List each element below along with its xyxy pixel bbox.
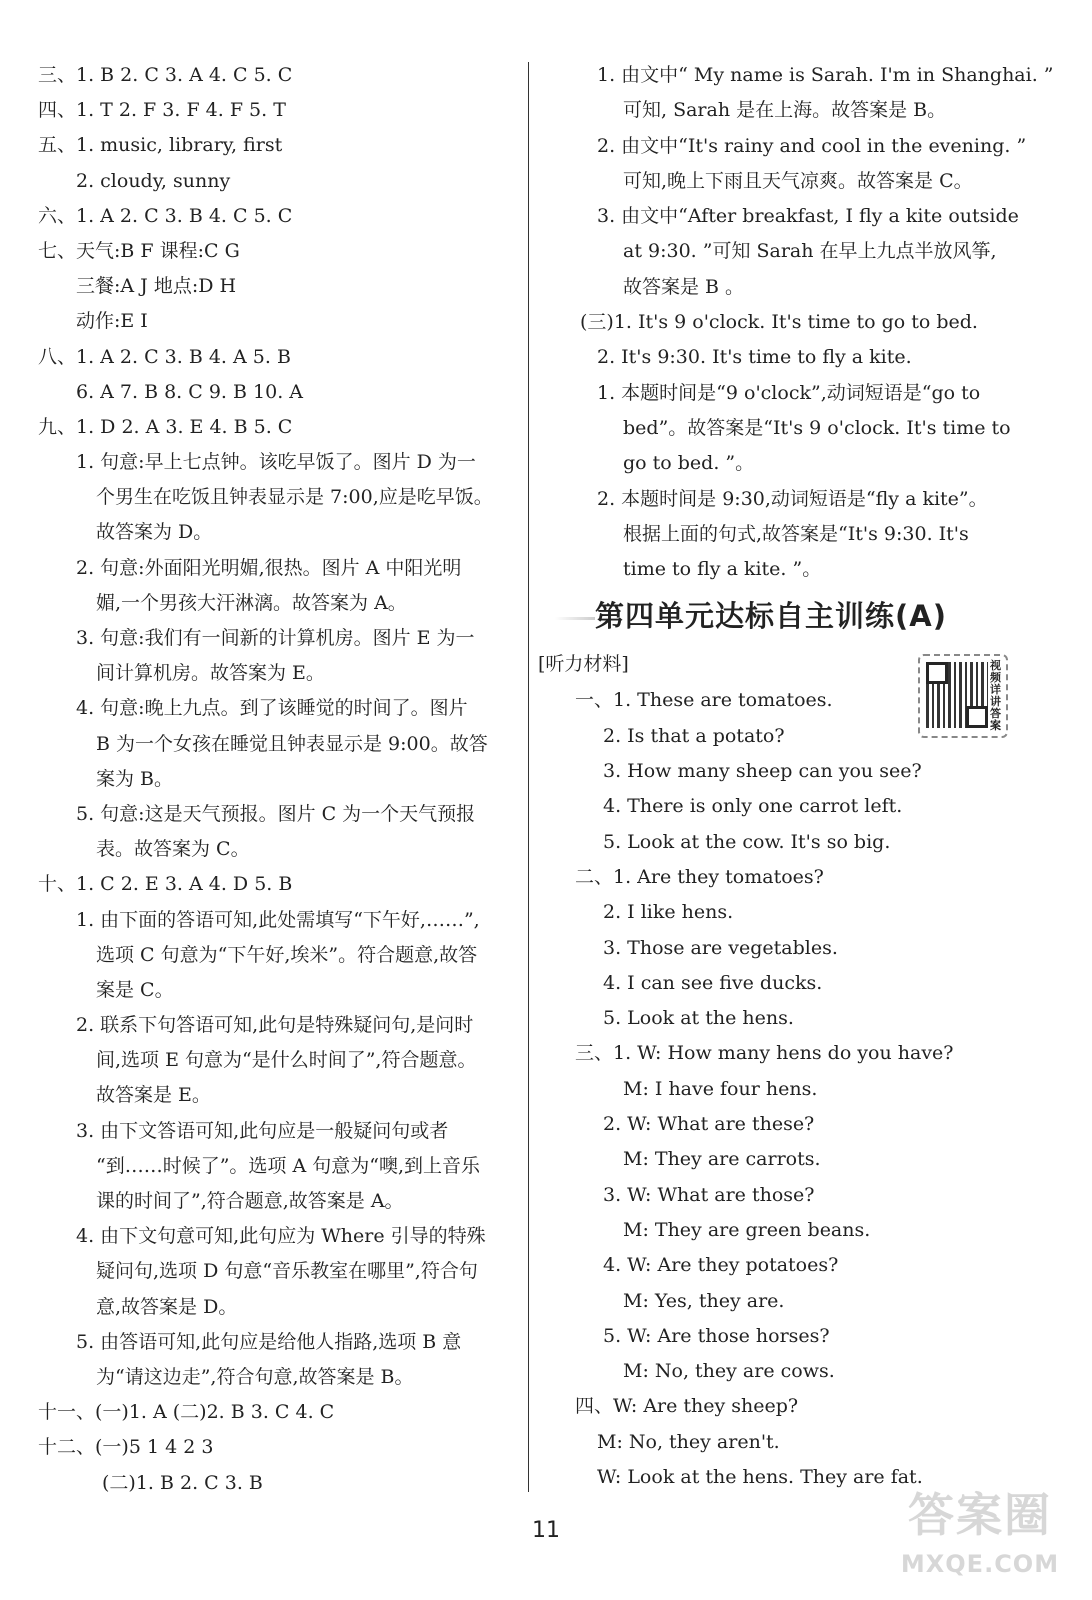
listening-line: M: No, they are cows. [623, 1360, 835, 1383]
left-answer-line: 四、1. T 2. F 3. F 4. F 5. T [38, 99, 286, 122]
listening-line: 2. Is that a potato? [603, 724, 785, 747]
right-answer-line: 1. 由文中“ My name is Sarah. I'm in Shanghai. ” [597, 64, 1054, 86]
listening-line: 4. W: Are they potatoes? [603, 1254, 839, 1277]
listening-line: 2. W: What are these? [603, 1113, 815, 1136]
listening-line: M: Yes, they are. [623, 1289, 785, 1312]
qr-code-box[interactable] [918, 654, 1008, 738]
left-answer-line: 3. 由下文答语可知,此句应是一般疑问句或者 [76, 1119, 449, 1142]
left-answer-line: 2. 联系下句答语可知,此句是特殊疑问句,是问时 [76, 1014, 474, 1037]
left-answer-line: 六、1. A 2. C 3. B 4. C 5. C [38, 204, 293, 227]
left-answer-line: 九、1. D 2. A 3. E 4. B 5. C [38, 415, 293, 438]
right-top-answers [575, 58, 1054, 587]
section-title: 第四单元达标自主训练(A) [575, 587, 1045, 645]
left-answer-line: 1. 由下面的答语可知,此处需填写“下午好,……”, [76, 908, 480, 931]
left-answer-line: 意,故答案是 D。 [96, 1295, 238, 1318]
right-answer-line: 根据上面的句式,故答案是“It's 9:30. It's [623, 522, 969, 545]
left-answer-line: 5. 句意:这是天气预报。图片 C 为一个天气预报 [76, 802, 476, 825]
right-answer-line: 可知,晚上下雨且天气凉爽。故答案是 C。 [623, 169, 973, 192]
left-answer-line: 个男生在吃饭且钟表显示是 7:00,应是吃早饭。 [96, 486, 493, 509]
left-answer-line: 故答案为 D。 [96, 521, 213, 544]
left-answer-line: 十一、(一)1. A (二)2. B 3. C 4. C [38, 1401, 335, 1424]
right-answer-line: 3. 由文中“After breakfast, I fly a kite outside [597, 205, 1019, 228]
watermark-logo: 答案圈 MXQE.COM [900, 1488, 1060, 1578]
left-answer-line: 1. 句意:早上七点钟。该吃早饭了。图片 D 为一 [76, 451, 476, 474]
left-answer-line: 2. cloudy, sunny [76, 169, 231, 192]
listening-line: 一、1. These are tomatoes. [575, 689, 833, 712]
left-answer-line: 案是 C。 [96, 978, 174, 1001]
right-answer-line: at 9:30. ”可知 Sarah 在早上九点半放风筝, [623, 240, 997, 263]
left-answer-line: 三、1. B 2. C 3. A 4. C 5. C [38, 64, 293, 86]
left-answer-line: 三餐:A J 地点:D H [76, 275, 237, 298]
right-answer-line: 2. It's 9:30. It's time to fly a kite. [597, 346, 912, 369]
qr-code-label: 视频详讲答案 [990, 659, 1001, 732]
listening-line: 5. W: Are those horses? [603, 1324, 830, 1347]
right-answer-column [538, 58, 1054, 1495]
left-answer-line: 选项 C 句意为“下午好,埃米”。符合题意,故答 [96, 943, 478, 966]
page-number: 11 [532, 1518, 560, 1543]
left-answer-line: 故答案是 E。 [96, 1084, 211, 1107]
right-answer-line: (三)1. It's 9 o'clock. It's time to go to bed. [580, 311, 978, 334]
left-answer-line: 十、1. C 2. E 3. A 4. D 5. B [38, 873, 293, 896]
listening-line: 2. I like hens. [603, 901, 734, 924]
left-answer-line: 动作:E I [76, 310, 148, 333]
left-answer-line: 五、1. music, library, first [38, 134, 283, 157]
left-answer-line: 为“请这边走”,符合句意,故答案是 B。 [96, 1365, 414, 1388]
listening-line: M: They are green beans. [623, 1218, 871, 1241]
left-answer-line: 七、天气:B F 课程:C G [38, 239, 240, 262]
left-answer-line: 表。故答案为 C。 [96, 838, 250, 861]
right-answer-line: 2. 由文中“It's rainy and cool in the evening. ” [597, 134, 1027, 157]
listening-line: M: They are carrots. [623, 1148, 821, 1171]
listening-line: W: Look at the hens. They are fat. [597, 1465, 923, 1488]
left-answer-line: 3. 句意:我们有一间新的计算机房。图片 E 为一 [76, 627, 475, 649]
left-answer-line: (二)1. B 2. C 3. B [102, 1471, 263, 1494]
left-answer-line: “到……时候了”。选项 A 句意为“噢,到上音乐 [96, 1154, 480, 1177]
left-answer-column [38, 58, 528, 1501]
left-answer-line: 间计算机房。故答案为 E。 [96, 662, 325, 685]
right-answer-line: go to bed. ”。 [623, 452, 755, 475]
right-answer-line: time to fly a kite. ”。 [623, 558, 822, 581]
left-answer-line: 4. 句意:晚上九点。到了该睡觉的时间了。图片 [76, 697, 468, 720]
left-answer-line: 4. 由下文句意可知,此句应为 Where 引导的特殊 [76, 1225, 486, 1248]
right-answer-line: 故答案是 B 。 [623, 275, 745, 298]
listening-material-list [575, 683, 1045, 1495]
listening-line: 3. Those are vegetables. [603, 936, 838, 959]
left-answer-line: 课的时间了”,符合题意,故答案是 A。 [96, 1190, 404, 1212]
right-answer-line: 可知, Sarah 是在上海。故答案是 B。 [623, 99, 947, 122]
left-answer-line: 案为 B。 [96, 767, 174, 790]
listening-line: 5. Look at the cow. It's so big. [603, 830, 891, 853]
listening-material-heading: [听力材料] [538, 653, 629, 676]
listening-line: M: I have four hens. [623, 1077, 818, 1100]
left-answer-line: 疑问句,选项 D 句意“音乐教室在哪里”,符合句 [96, 1260, 478, 1283]
right-answer-line: 2. 本题时间是 9:30,动词短语是“fly a kite”。 [597, 487, 988, 510]
qr-code-icon[interactable] [926, 662, 988, 728]
listening-line: 二、1. Are they tomatoes? [575, 865, 824, 888]
left-answer-line: 2. 句意:外面阳光明媚,很热。图片 A 中阳光明 [76, 556, 462, 579]
listening-line: M: No, they aren't. [597, 1430, 780, 1453]
left-answer-line: 间,选项 E 句意为“是什么时间了”,符合题意。 [96, 1049, 477, 1072]
left-answer-line: 6. A 7. B 8. C 9. B 10. A [76, 380, 303, 403]
listening-line: 5. Look at the hens. [603, 1007, 794, 1030]
left-answer-line: 5. 由答语可知,此句应是给他人指路,选项 B 意 [76, 1330, 462, 1353]
listening-line: 三、1. W: How many hens do you have? [575, 1042, 954, 1065]
listening-line: 四、W: Are they sheep? [575, 1395, 799, 1418]
left-answer-line: 十二、(一)5 1 4 2 3 [38, 1436, 214, 1459]
column-divider [528, 62, 529, 1492]
right-answer-line: bed”。故答案是“It's 9 o'clock. It's time to [623, 416, 1011, 439]
listening-line: 3. W: What are those? [603, 1183, 815, 1206]
right-answer-line: 1. 本题时间是“9 o'clock”,动词短语是“go to [597, 381, 981, 404]
left-answer-line: B 为一个女孩在睡觉且钟表显示是 9:00。故答 [96, 732, 488, 755]
listening-line: 4. I can see five ducks. [603, 971, 823, 994]
listening-line: 4. There is only one carrot left. [603, 795, 903, 818]
listening-line: 3. How many sheep can you see? [603, 760, 922, 783]
left-answer-line: 媚,一个男孩大汗淋漓。故答案为 A。 [96, 591, 407, 614]
left-answer-line: 八、1. A 2. C 3. B 4. A 5. B [38, 345, 291, 368]
